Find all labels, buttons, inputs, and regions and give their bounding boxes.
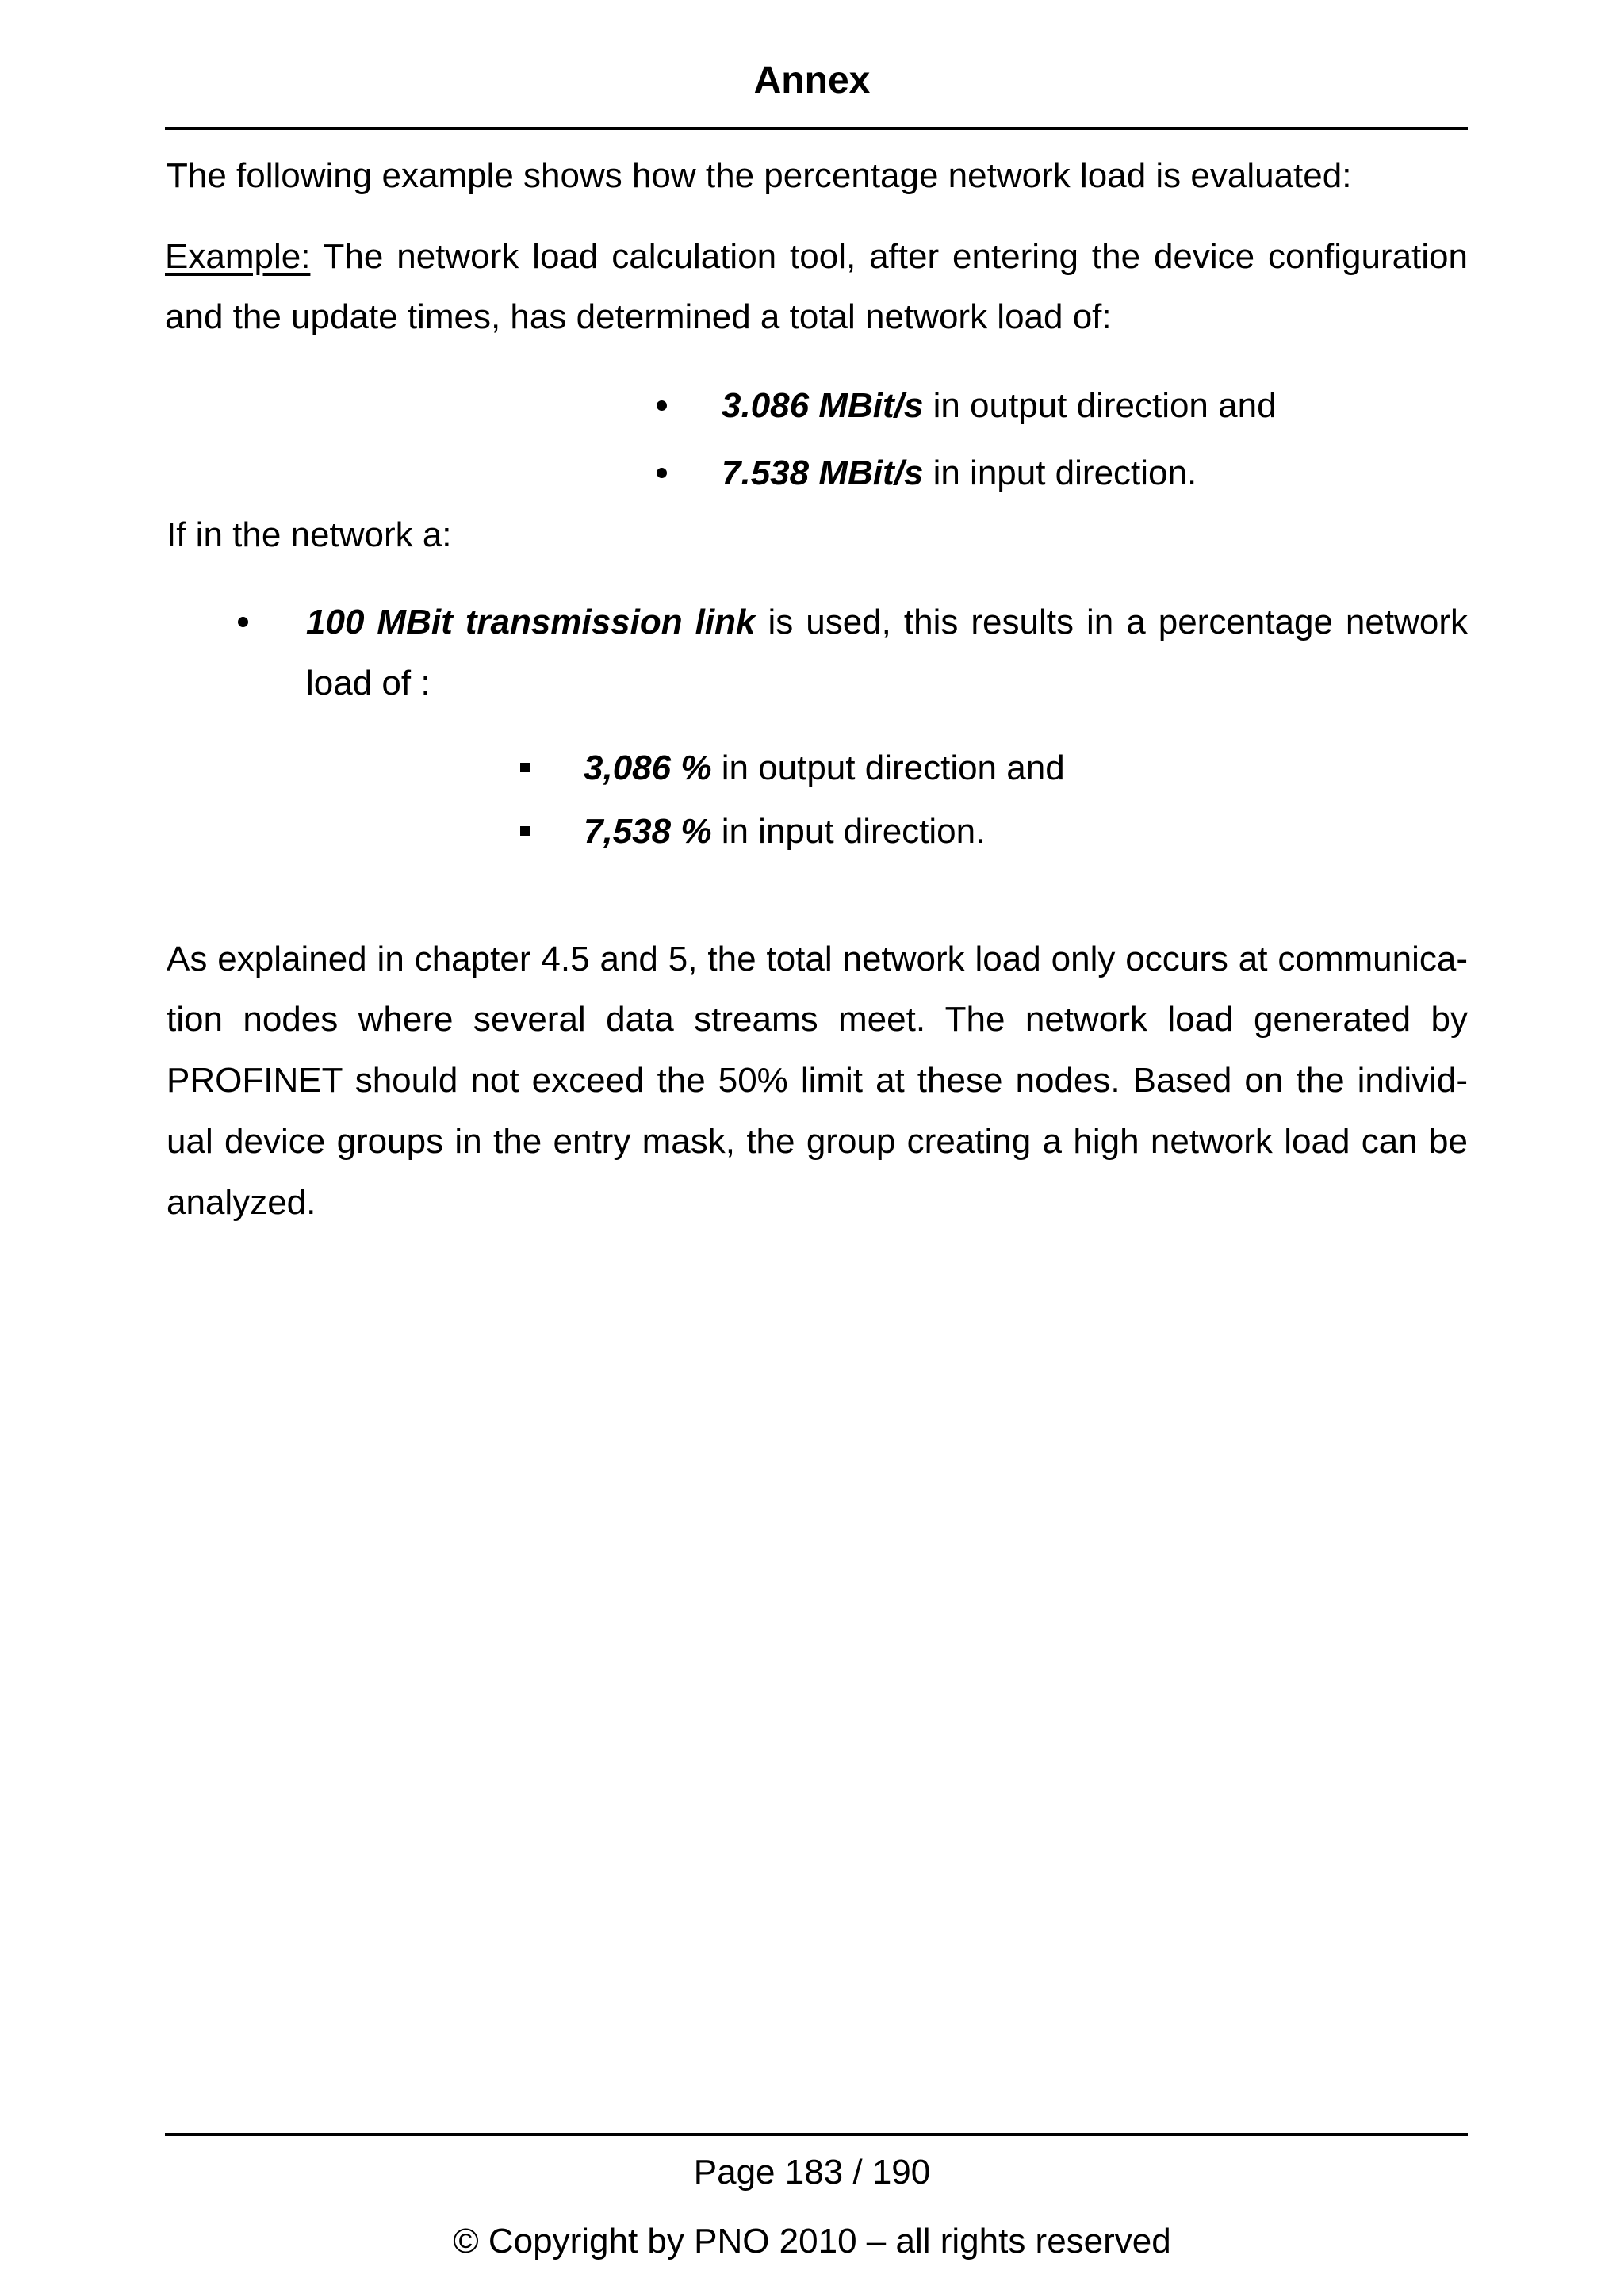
- example-text: The network load calculation tool, after entering the device configuration and the update times, has determined a total network load of:: [165, 237, 1468, 336]
- closing-line: As explained in chapter 4.5 and 5, the total network load only occurs at communica-: [167, 940, 1468, 978]
- percent-item-input: 7,538 % in input direction.: [584, 812, 986, 851]
- closing-line: PROFINET should not exceed the 50% limit at these nodes. Based on the individ-: [167, 1061, 1468, 1100]
- load-item-input: 7.538 MBit/s in input direction.: [722, 454, 1197, 492]
- bullet-dot: [657, 400, 667, 411]
- copyright-text: © Copyright by PNO 2010 – all rights reserved: [453, 2222, 1171, 2261]
- example-colon: :: [301, 237, 311, 276]
- example-label: Example: [165, 237, 301, 276]
- link-item-rest: is used, this results in a percentage network: [755, 603, 1468, 641]
- bullet-dot: [657, 468, 667, 478]
- link-item-line: [306, 605, 1468, 640]
- square-bullet: [520, 826, 530, 836]
- square-bullet: [520, 763, 530, 772]
- page-number: Page 183 / 190: [693, 2153, 931, 2192]
- intro-text: The following example shows how the percentage network load is evaluated:: [167, 156, 1352, 195]
- example-paragraph: [165, 227, 1468, 347]
- percent-item-output: 3,086 % in output direction and: [584, 748, 1065, 787]
- if-network-text: If in the network a:: [167, 515, 452, 554]
- closing-line: analyzed.: [167, 1183, 316, 1222]
- closing-line: ual device groups in the entry mask, the group creating a high network load can be: [167, 1122, 1468, 1161]
- footer-rule: [165, 2133, 1468, 2136]
- header-rule: [165, 127, 1468, 130]
- link-item-bold: 100 MBit transmission link: [306, 603, 756, 641]
- closing-line: tion nodes where several data streams meet. The network load generated by: [167, 1000, 1468, 1039]
- page-header-title: Annex: [753, 59, 871, 101]
- bullet-dot: [238, 617, 248, 627]
- load-item-output: 3.086 MBit/s in output direction and: [722, 386, 1277, 425]
- link-item-continuation: load of :: [306, 664, 431, 703]
